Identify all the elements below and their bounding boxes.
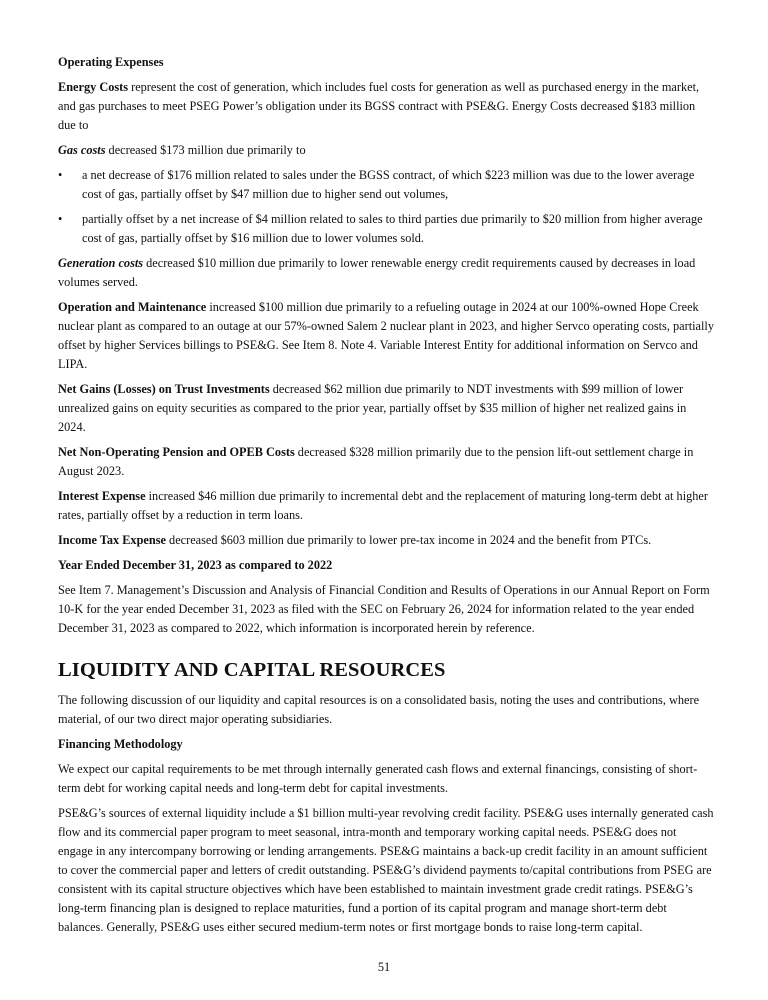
bullet-icon: • bbox=[58, 168, 63, 182]
paragraph-year-comparison: See Item 7. Management’s Discussion and Analysis of Financial Condition and Results of Operations in our Annual Report on Form 10-K for the year ended December 31, 2023 as filed with the SEC on February 26, 2024 for information related to the year ended December 31, 2023 as compared to 2022, which information is incorporated herein by reference. bbox=[58, 583, 710, 635]
paragraph-operation-maintenance: Operation and Maintenance increased $100 million due primarily to a refueling outage in 2024 at our 100%-owned Hope Creek nuclear plant as compared to an outage at our 57%-owned Salem 2 nuclear plant in 2023, and higher Servco operating costs, partially offset by higher Services billings to PSE&G. See Item 8. Note 4. Variable Interest Entity for additional information on Servco and LIPA. bbox=[58, 300, 714, 371]
paragraph-financing-2: PSE&G’s sources of external liquidity include a $1 billion multi-year revolving credit facility. PSE&G uses internally generated cash flow and its commercial paper program to meet seasonal, intra-month and temporary working capital needs. PSE&G does not engage in any intercompany borrowing or lending arrangements. PSE&G maintains a back-up credit facility in an amount sufficient to cover the commercial paper and letters of credit outstanding. PSE&G’s dividend payments to/capital contributions from PSEG are consistent with its capital structure objectives which have been established to maintain investment grade credit ratings. PSE&G’s long-term financing plan is designed to replace maturities, fund a portion of its capital program and manage short-term debt balances. Generally, PSE&G uses either secured medium-term notes or first mortgage bonds to raise long-term capital. bbox=[58, 806, 714, 934]
term-operation-maintenance: Operation and Maintenance bbox=[58, 300, 207, 314]
section-title-liquidity: LIQUIDITY AND CAPITAL RESOURCES bbox=[58, 659, 446, 681]
bullet-icon: • bbox=[58, 212, 63, 226]
document-page bbox=[58, 53, 714, 943]
term-income-tax: Income Tax Expense bbox=[58, 533, 166, 547]
term-gas-costs: Gas costs bbox=[58, 143, 106, 157]
term-energy-costs: Energy Costs bbox=[58, 80, 129, 94]
term-interest-expense: Interest Expense bbox=[58, 489, 146, 503]
paragraph-interest-expense: Interest Expense increased $46 million due primarily to incremental debt and the replacement of maturing long-term debt at higher rates, partially offset by a reduction in term loans. bbox=[58, 489, 708, 522]
paragraph-liquidity-intro: The following discussion of our liquidity and capital resources is on a consolidated basis, noting the uses and contributions, where material, of our two direct major operating subsidiaries. bbox=[58, 693, 700, 726]
heading-year-comparison: Year Ended December 31, 2023 as compared to 2022 bbox=[58, 558, 333, 572]
list-item: • partially offset by a net increase of $4 million related to sales to third parties due primarily to $20 million from higher average cost of gas, partially offset by $16 million due to lower volumes sold. bbox=[58, 212, 703, 245]
term-pension-opeb: Net Non-Operating Pension and OPEB Costs bbox=[58, 445, 295, 459]
gas-costs-bullet-list bbox=[58, 166, 714, 248]
term-generation-costs: Generation costs bbox=[58, 256, 144, 270]
paragraph-financing-1: We expect our capital requirements to be met through internally generated cash flows and external financings, consisting of short-term debt for working capital needs and long-term debt for capital investments. bbox=[58, 762, 698, 795]
paragraph-gas-costs: Gas costs decreased $173 million due primarily to bbox=[58, 143, 306, 157]
term-trust-investments: Net Gains (Losses) on Trust Investments bbox=[58, 382, 270, 396]
heading-operating-expenses: Operating Expenses bbox=[58, 55, 164, 69]
page-number: 51 bbox=[377, 960, 391, 974]
paragraph-income-tax: Income Tax Expense decreased $603 million due primarily to lower pre-tax income in 2024 and the benefit from PTCs. bbox=[58, 533, 652, 547]
list-item: • a net decrease of $176 million related to sales under the BGSS contract, of which $223 million was due to the lower average cost of gas, partially offset by $47 million due to higher send out volumes, bbox=[58, 168, 695, 201]
heading-financing-methodology: Financing Methodology bbox=[58, 737, 183, 751]
paragraph-trust-investments: Net Gains (Losses) on Trust Investments decreased $62 million due primarily to NDT investments with $99 million of lower unrealized gains on equity securities as compared to the prior year, partially offset by $35 million of higher net realized gains in 2024. bbox=[58, 382, 687, 434]
paragraph-pension-opeb: Net Non-Operating Pension and OPEB Costs decreased $328 million primarily due to the pension lift-out settlement charge in August 2023. bbox=[58, 445, 694, 478]
paragraph-energy-costs: Energy Costs represent the cost of generation, which includes fuel costs for generation as well as purchased energy in the market, and gas purchases to meet PSEG Power’s obligation under its BGSS contract with PSE&G. Energy Costs decreased $183 million due to bbox=[58, 80, 700, 132]
paragraph-generation-costs: Generation costs decreased $10 million due primarily to lower renewable energy credit requirements caused by decreases in load volumes served. bbox=[58, 256, 696, 289]
